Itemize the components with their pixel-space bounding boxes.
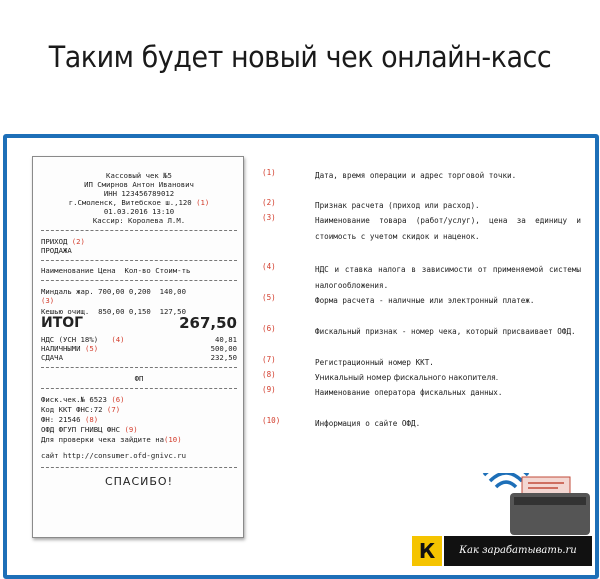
vat-value: 40,81 bbox=[215, 335, 237, 344]
legend-text: Уникальный номер фискального накопителя. bbox=[315, 373, 499, 382]
divider bbox=[41, 367, 237, 368]
wifi-arc bbox=[496, 482, 516, 487]
op-type-text: ПРИХОД bbox=[41, 237, 68, 246]
mark-3: (3) bbox=[41, 296, 55, 305]
receipt-total-label: ИТОГ bbox=[41, 315, 84, 331]
legend-number: (5) bbox=[262, 293, 276, 302]
legend-text: Регистрационный номер ККТ. bbox=[315, 358, 434, 367]
mark-7: (7) bbox=[106, 405, 121, 414]
printer-slot bbox=[514, 497, 586, 505]
receipt-site: сайт http://consumer.ofd-gnivc.ru bbox=[41, 451, 186, 460]
divider bbox=[41, 230, 237, 231]
receipt-address bbox=[41, 198, 237, 207]
receipt-columns: Наименование Цена Кол-во Стоим-ть bbox=[41, 266, 191, 275]
fn-text: ФН: 21546 bbox=[41, 415, 81, 424]
paper-slip bbox=[522, 477, 570, 495]
receipt-kkt bbox=[41, 405, 237, 414]
legend-number: (7) bbox=[262, 355, 276, 364]
kkt-text: Код ККТ ФНС:72 bbox=[41, 405, 103, 414]
receipt-printer-icon bbox=[482, 473, 592, 537]
mark-2: (2) bbox=[71, 237, 85, 246]
legend-number: (3) bbox=[262, 213, 276, 222]
legend-text: Наименование товара (работ/услуг), цена за единицу и стоимость с учетом скидок и наценок. bbox=[315, 216, 581, 241]
legend-text: Форма расчета - наличные или электронный платеж. bbox=[315, 296, 535, 305]
wifi-arc bbox=[490, 473, 522, 481]
receipt-header-line: ИНН 123456789012 bbox=[103, 189, 175, 198]
legend-text: НДС и ставка налога в зависимости от применяемой системы налогообложения. bbox=[315, 265, 581, 290]
legend-number: (2) bbox=[262, 198, 276, 207]
cash-value: 500,00 bbox=[210, 344, 237, 353]
legend-number: (4) bbox=[262, 262, 276, 271]
mark-9: (9) bbox=[124, 425, 138, 434]
mark-1: (1) bbox=[196, 198, 210, 207]
receipt-ofd bbox=[41, 425, 237, 434]
receipt-sale: ПРОДАЖА bbox=[41, 246, 72, 255]
receipt bbox=[32, 156, 244, 538]
address-text: г.Смоленск, Витебское ш.,120 bbox=[68, 198, 192, 207]
receipt-cashier: Кассир: Королева Л.М. bbox=[92, 216, 186, 225]
receipt-fp: ФП bbox=[134, 374, 144, 383]
cash-label: НАЛИЧНЫМИ bbox=[41, 344, 81, 353]
fisc-text: Фиск.чек.№ 6523 bbox=[41, 395, 107, 404]
receipt-datetime: 01.03.2016 13:10 bbox=[103, 207, 175, 216]
legend-text: Фискальный признак - номер чека, который присваивает ОФД. bbox=[315, 327, 576, 336]
mark-5: (5) bbox=[84, 344, 99, 353]
legend-number: (8) bbox=[262, 370, 276, 379]
receipt-header-line: ИП Смирнов Антон Иванович bbox=[84, 180, 194, 189]
mark-4: (4) bbox=[111, 335, 125, 344]
legend-number: (1) bbox=[262, 168, 276, 177]
receipt-fisc bbox=[41, 395, 237, 404]
mark-10: (10) bbox=[164, 435, 182, 444]
legend-text: Наименование оператора фискальных данных. bbox=[315, 388, 503, 397]
change-value: 232,50 bbox=[210, 353, 237, 362]
change-label: СДАЧА bbox=[41, 353, 63, 362]
divider bbox=[41, 280, 237, 281]
site-logo bbox=[412, 536, 592, 568]
receipt-item: Миндаль жар. 700,00 0,200 140,00 bbox=[41, 287, 186, 296]
info-frame bbox=[3, 134, 599, 579]
logo-text: Как зарабатывать.ru bbox=[444, 536, 592, 566]
divider bbox=[41, 467, 237, 468]
divider bbox=[41, 388, 237, 389]
logo-k-icon: К bbox=[412, 536, 442, 566]
page-title: Таким будет новый чек онлайн-касс bbox=[48, 40, 552, 74]
legend-number: (9) bbox=[262, 385, 276, 394]
legend-text: Информация о сайте ОФД. bbox=[315, 419, 421, 428]
receipt-op-type bbox=[41, 237, 237, 246]
receipt-thanks: СПАСИБО! bbox=[104, 475, 173, 488]
ofd-text: ОФД ФГУП ГНИВЦ ФНС bbox=[41, 425, 121, 434]
receipt-total-value: 267,50 bbox=[179, 314, 237, 332]
receipt-item: Кешью очищ. 850,00 0,150 127,50 bbox=[41, 307, 186, 316]
check-text: Для проверки чека зайдите на bbox=[41, 435, 165, 444]
mark-8: (8) bbox=[84, 415, 99, 424]
legend-number: (10) bbox=[262, 416, 281, 425]
mark-6: (6) bbox=[111, 395, 125, 404]
legend-text: Дата, время операции и адрес торговой точки. bbox=[315, 171, 517, 180]
legend-number: (6) bbox=[262, 324, 276, 333]
divider bbox=[41, 260, 237, 261]
vat-label: НДС (УСН 18%) bbox=[41, 335, 99, 344]
receipt-header-line: Кассовый чек №5 bbox=[106, 171, 172, 180]
receipt-fn bbox=[41, 415, 237, 424]
receipt-check bbox=[41, 435, 237, 444]
legend-text: Признак расчета (приход или расход). bbox=[315, 201, 480, 210]
